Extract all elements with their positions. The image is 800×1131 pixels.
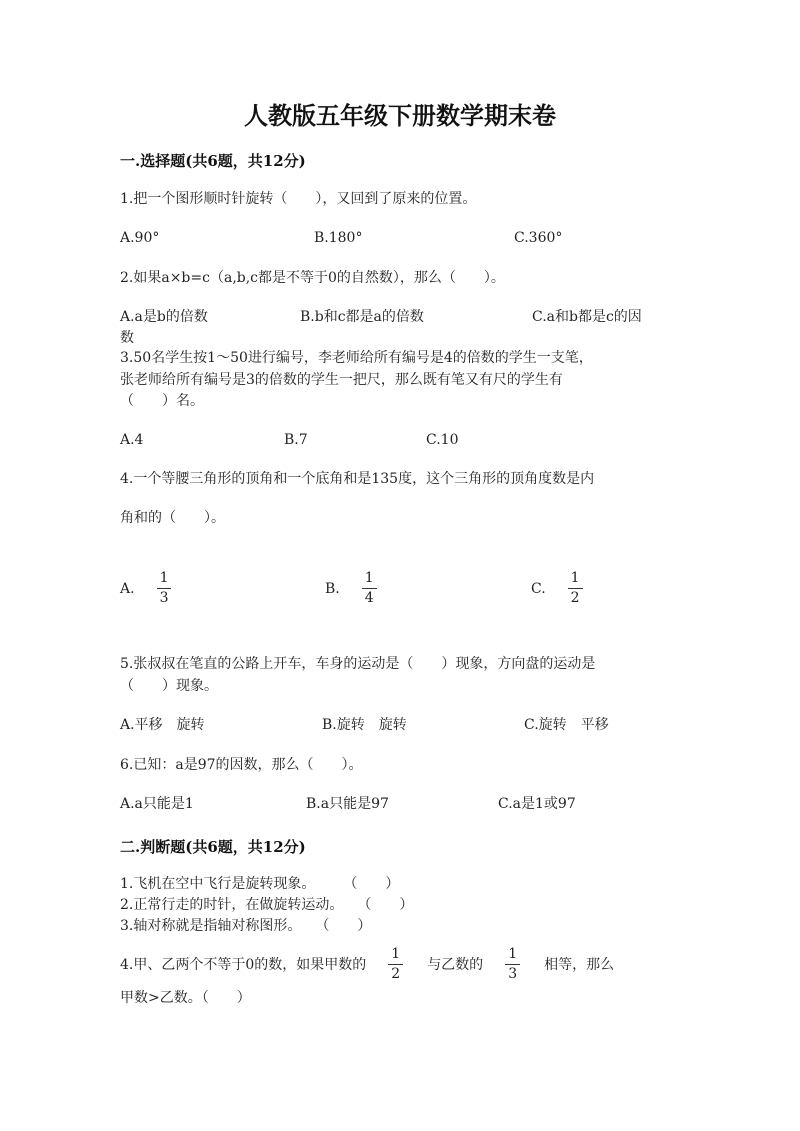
question-3-line-3: （ ）名。 [120,393,204,409]
fraction-numerator: 1 [362,570,377,589]
fraction [157,570,172,607]
question-2-option-b: B.b和c都是a的倍数 [300,309,424,325]
option-letter: A. [120,580,135,597]
question-2-option-c-continued: 数 [120,330,134,346]
fraction [362,570,377,607]
question-3-line-2: 张老师给所有编号是3的倍数的学生一把尺，那么既有笔又有尺的学生有 [120,372,563,388]
question-2-option-a: A.a是b的倍数 [120,309,208,325]
fraction-denominator: 3 [159,590,169,606]
judgment-item-2: 2.正常行走的时针，在做旋转运动。 （ ） [120,897,414,913]
judgment-item-4-prefix: 4.甲、乙两个不等于0的数，如果甲数的 [120,956,367,973]
option-letter: B. [325,580,340,597]
question-1-text: 1.把一个图形顺时针旋转（ ），又回到了原来的位置。 [120,191,477,207]
fraction [568,570,583,607]
question-1-option-a: A.90° [120,230,160,246]
judgment-item-1: 1.飞机在空中飞行是旋转现象。 （ ） [120,876,400,892]
fraction-numerator: 1 [505,946,520,965]
question-4-option-a [120,570,171,607]
question-3-option-c: C.10 [426,432,459,448]
section-2-heading: 二.判断题(共6题，共12分) [120,838,306,856]
fraction-denominator: 3 [508,966,518,982]
question-3-line-1: 3.50名学生按1～50进行编号，李老师给所有编号是4的倍数的学生一支笔， [120,350,593,366]
question-4-option-c [531,570,583,607]
judgment-item-4-middle: 与乙数的 [427,956,484,973]
question-1-option-c: C.360° [514,230,563,246]
question-5-option-b: B.旋转 旋转 [322,717,407,733]
fraction [505,946,520,983]
fraction-denominator: 2 [570,590,580,606]
question-4-line-2: 角和的（ ）。 [120,510,225,526]
judgment-item-4-line-2: 甲数>乙数。（ ） [120,990,251,1006]
judgment-item-3: 3.轴对称就是指轴对称图形。 （ ） [120,918,372,934]
question-4-option-b [325,570,377,607]
judgment-item-4-line-1 [120,946,614,983]
question-3-option-b: B.7 [284,432,308,448]
question-6-text: 6.已知：a是97的因数，那么（ ）。 [120,757,363,773]
question-6-option-b: B.a只能是97 [306,796,389,812]
question-1-option-b: B.180° [314,230,363,246]
option-letter: C. [531,580,546,597]
page-title: 人教版五年级下册数学期末卷 [244,101,556,130]
question-5-line-1: 5.张叔叔在笔直的公路上开车，车身的运动是（ ）现象，方向盘的运动是 [120,656,596,672]
question-5-option-a: A.平移 旋转 [120,717,205,733]
fraction-denominator: 2 [391,966,401,982]
fraction-numerator: 1 [388,946,403,965]
fraction-numerator: 1 [568,570,583,589]
fraction-numerator: 1 [157,570,172,589]
judgment-item-4-suffix: 相等，那么 [544,956,615,973]
question-6-option-a: A.a只能是1 [120,796,194,812]
question-2-text: 2.如果a×b=c（a,b,c都是不等于0的自然数），那么（ ）。 [120,270,505,286]
question-6-option-c: C.a是1或97 [498,796,576,812]
question-4-line-1: 4.一个等腰三角形的顶角和一个底角和是135度，这个三角形的顶角度数是内 [120,471,595,487]
question-5-option-c: C.旋转 平移 [524,717,609,733]
fraction-denominator: 4 [364,590,374,606]
question-3-option-a: A.4 [120,432,144,448]
question-2-option-c: C.a和b都是c的因 [532,309,642,325]
fraction [388,946,403,983]
question-5-line-2: （ ）现象。 [120,678,218,694]
section-1-heading: 一.选择题(共6题，共12分) [120,152,306,170]
